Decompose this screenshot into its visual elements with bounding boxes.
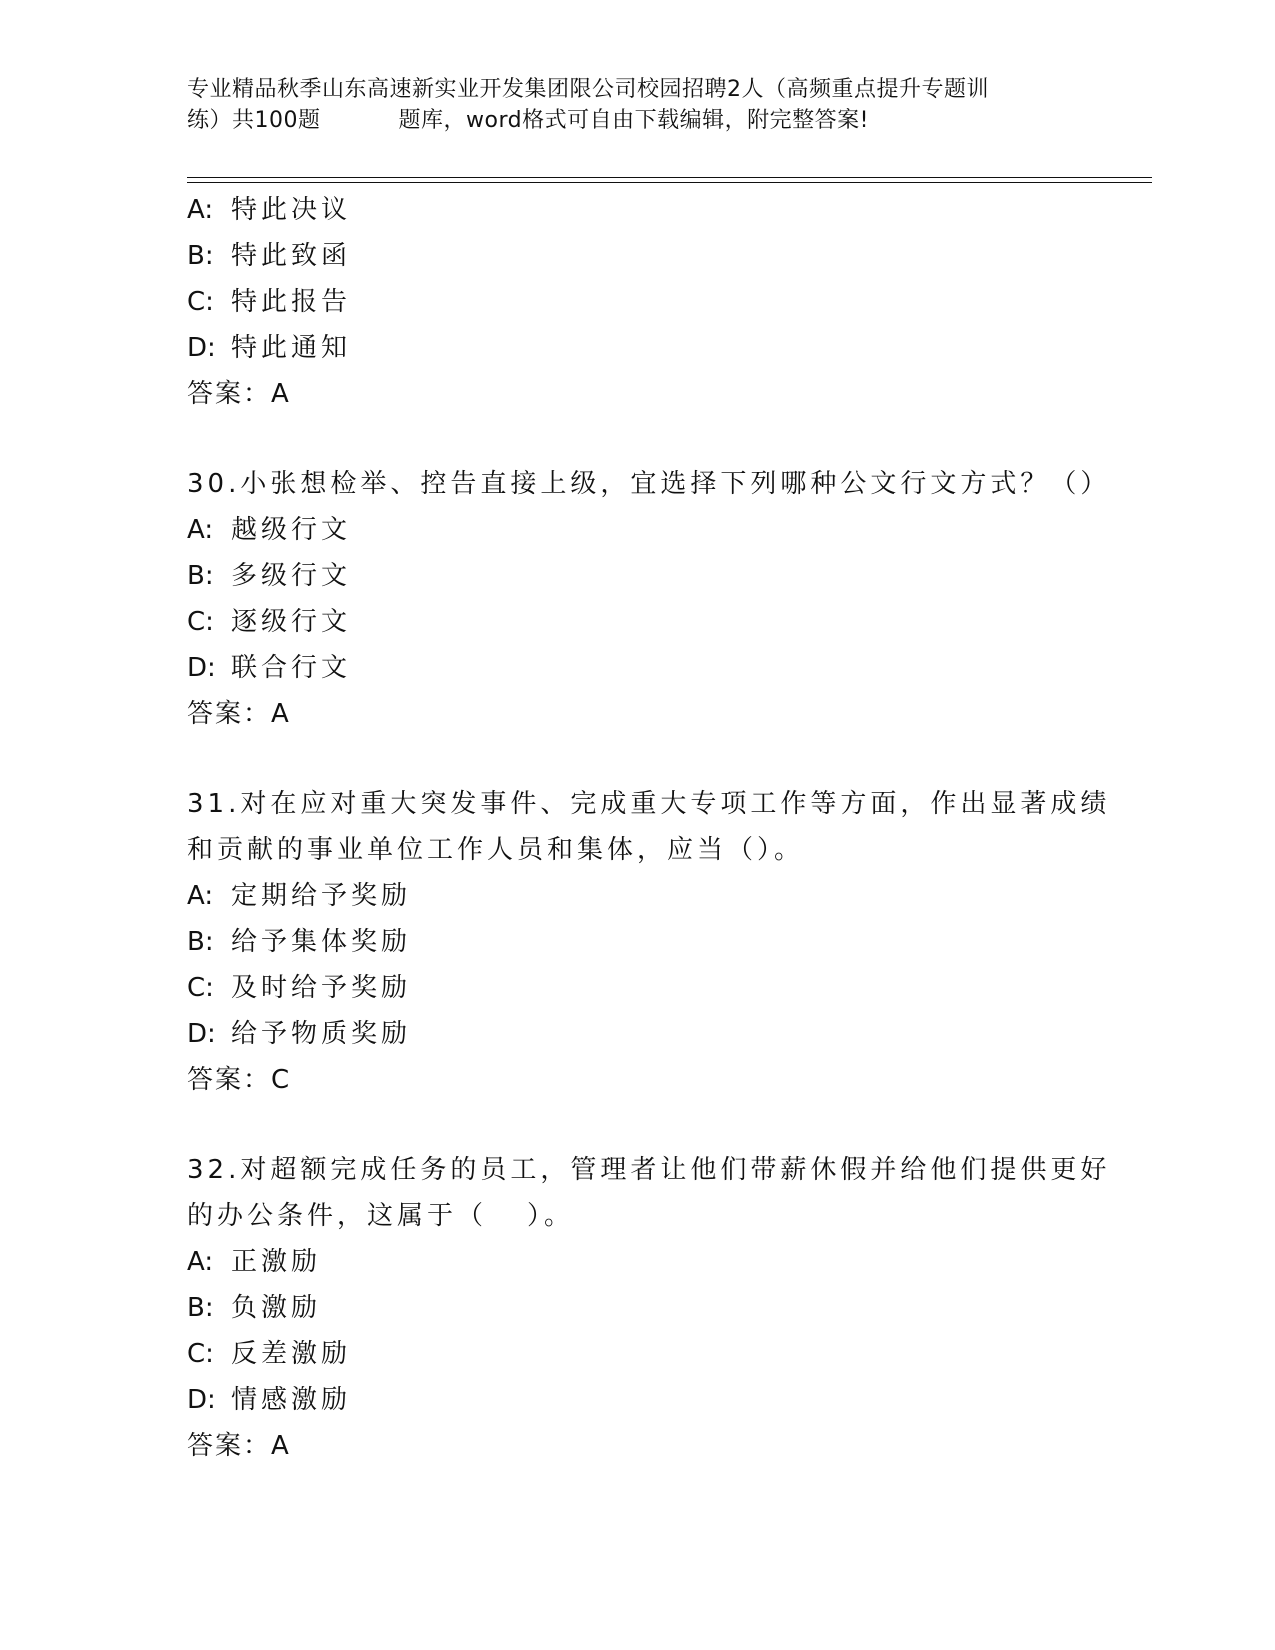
answer-line: 答案：A	[187, 1431, 291, 1461]
option-label: C:	[187, 1339, 214, 1369]
option-label: A:	[187, 515, 214, 545]
option-text: 越级行文	[231, 515, 352, 545]
option-d	[187, 325, 1087, 371]
question-spacer	[187, 1103, 1087, 1147]
question-list	[187, 187, 1111, 1469]
question-spacer	[187, 737, 1087, 781]
header-title-line-2	[187, 105, 1087, 136]
option-a	[187, 873, 1087, 919]
option-a	[187, 1239, 1087, 1285]
question-stem-line-1: 32.对超额完成任务的员工，管理者让他们带薪休假并给他们提供更好	[187, 1155, 1111, 1185]
option-label: D:	[187, 333, 216, 363]
option-d	[187, 1377, 1087, 1423]
answer-line: 答案：C	[187, 1065, 292, 1095]
option-c	[187, 965, 1087, 1011]
question-31	[187, 781, 1111, 1103]
question-32	[187, 1147, 1111, 1469]
option-label: D:	[187, 1385, 216, 1415]
option-text: 特此报告	[231, 287, 352, 317]
header-title-part-1: 练）共100题	[187, 108, 321, 133]
option-label: D:	[187, 653, 216, 683]
option-text: 正激励	[231, 1247, 322, 1277]
option-d	[187, 1011, 1087, 1057]
option-text: 定期给予奖励	[231, 881, 412, 911]
answer-line: 答案：A	[187, 379, 291, 409]
question-stem-line-2	[187, 1193, 1087, 1239]
header-divider-bottom	[187, 182, 1152, 183]
option-label: B:	[187, 1293, 214, 1323]
answer-line: 答案：A	[187, 699, 291, 729]
option-b	[187, 1285, 1087, 1331]
option-text: 及时给予奖励	[231, 973, 412, 1003]
option-text: 逐级行文	[231, 607, 352, 637]
option-text: 情感激励	[231, 1385, 352, 1415]
option-b	[187, 233, 1087, 279]
option-text: 联合行文	[231, 653, 352, 683]
option-text: 给予集体奖励	[231, 927, 412, 957]
option-label: B:	[187, 927, 214, 957]
option-c	[187, 1331, 1087, 1377]
page-header	[187, 74, 1087, 136]
option-text: 特此决议	[231, 195, 352, 225]
option-label: A:	[187, 1247, 214, 1277]
header-divider-top	[187, 177, 1152, 178]
option-label: C:	[187, 287, 214, 317]
option-a	[187, 507, 1087, 553]
option-label: B:	[187, 241, 214, 271]
question-stem-line-2: 和贡献的事业单位工作人员和集体，应当（）。	[187, 835, 805, 865]
header-title-part-2: 题库，word格式可自由下载编辑，附完整答案!	[398, 108, 869, 133]
option-label: C:	[187, 973, 214, 1003]
option-b	[187, 919, 1087, 965]
option-c	[187, 599, 1087, 645]
option-text: 特此通知	[231, 333, 352, 363]
option-c	[187, 279, 1087, 325]
option-b	[187, 553, 1087, 599]
option-label: C:	[187, 607, 214, 637]
question-stem: 30.小张想检举、控告直接上级，宜选择下列哪种公文行文方式？（）	[187, 469, 1111, 499]
option-text: 反差激励	[231, 1339, 352, 1369]
option-label: A:	[187, 881, 214, 911]
stem-text-before-blank: 的办公条件，这属于（	[187, 1201, 488, 1231]
option-label: D:	[187, 1019, 216, 1049]
option-text: 特此致函	[231, 241, 352, 271]
option-label: B:	[187, 561, 214, 591]
option-label: A:	[187, 195, 214, 225]
option-text: 负激励	[231, 1293, 322, 1323]
question-30	[187, 461, 1111, 737]
header-title-line-1: 专业精品秋季山东高速新实业开发集团限公司校园招聘2人（高频重点提升专题训	[187, 77, 989, 102]
option-a	[187, 187, 1087, 233]
question-29	[187, 187, 1087, 417]
option-d	[187, 645, 1087, 691]
question-spacer	[187, 417, 1087, 461]
question-stem-line-1: 31.对在应对重大突发事件、完成重大专项工作等方面，作出显著成绩	[187, 789, 1111, 819]
stem-text-after-blank: ）。	[527, 1201, 575, 1231]
option-text: 给予物质奖励	[231, 1019, 412, 1049]
option-text: 多级行文	[231, 561, 352, 591]
